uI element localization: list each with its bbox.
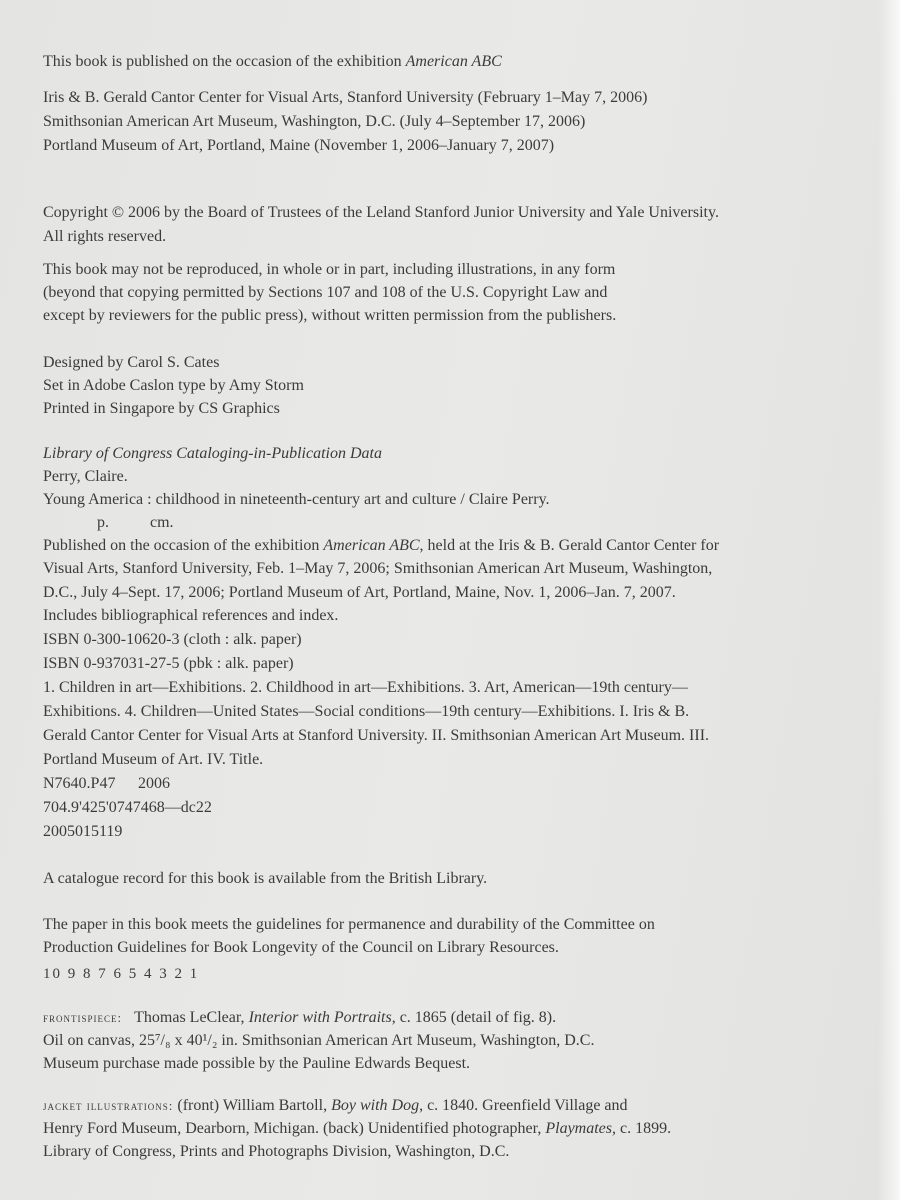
- published-exhibition: American ABC: [323, 537, 420, 554]
- jacket-front-work: Boy with Dog: [331, 1097, 420, 1114]
- isbn-cloth: ISBN 0-300-10620-3 (cloth : alk. paper): [43, 631, 302, 648]
- call-year: 2006: [138, 775, 170, 792]
- paper-note: The paper in this book meets the guidelines for permanence and durability of the Committee on: [43, 916, 655, 933]
- exhibition-title: American ABC: [405, 53, 502, 70]
- frontispiece-line: [43, 1008, 556, 1028]
- cip-title: Young America : childhood in nineteenth-century art and culture / Claire Perry.: [43, 491, 550, 508]
- frontispiece-line: Museum purchase made possible by the Pauline Edwards Bequest.: [43, 1055, 471, 1072]
- british-library-note: A catalogue record for this book is available from the British Library.: [43, 870, 488, 887]
- jacket-front-pre: (front) William Bartoll,: [173, 1097, 332, 1114]
- jacket-label: jacket illustrations:: [43, 1098, 174, 1113]
- reproduction-line: (beyond that copying permitted by Sections 107 and 108 of the U.S. Copyright Law and: [43, 284, 608, 301]
- page-edge: [878, 0, 900, 1200]
- credit-line: Printed in Singapore by CS Graphics: [43, 400, 280, 417]
- isbn-pbk: ISBN 0-937031-27-5 (pbk : alk. paper): [43, 655, 294, 672]
- copyright-line: Copyright © 2006 by the Board of Trustees of the Leland Stanford Junior University and Yale University.: [43, 204, 719, 221]
- frontispiece-artist: Thomas LeClear,: [134, 1009, 249, 1026]
- reproduction-line: except by reviewers for the public press), without written permission from the publishers.: [43, 307, 617, 324]
- dewey-number: 704.9'425'0747468—dc22: [43, 799, 212, 816]
- cip-subject-line: Exhibitions. 4. Children—United States—Social conditions—19th century—Exhibitions. I. Iris & B.: [43, 703, 690, 720]
- venue-line: Smithsonian American Art Museum, Washington, D.C. (July 4–September 17, 2006): [43, 113, 586, 130]
- cip-published-line: Visual Arts, Stanford University, Feb. 1–May 7, 2006; Smithsonian American Art Museum, Washington,: [43, 560, 713, 577]
- cip-includes: Includes bibliographical references and index.: [43, 607, 339, 624]
- cip-pages: p.: [97, 514, 109, 531]
- occasion-line: [43, 52, 502, 72]
- cip-published-line: D.C., July 4–Sept. 17, 2006; Portland Museum of Art, Portland, Maine, Nov. 1, 2006–Jan. 7, 2007.: [43, 584, 676, 601]
- cip-heading-text: Library of Congress Cataloging-in-Publication Data: [43, 445, 382, 462]
- published-pre: Published on the occasion of the exhibition: [43, 537, 324, 554]
- credit-line: Set in Adobe Caslon type by Amy Storm: [43, 377, 304, 394]
- jacket-line: [43, 1096, 628, 1116]
- cip-subject-line: 1. Children in art—Exhibitions. 2. Childhood in art—Exhibitions. 3. Art, American—19th century—: [43, 679, 688, 696]
- jacket-front-post: , c. 1840. Greenfield Village and: [419, 1097, 628, 1114]
- jacket-back-work: Playmates,: [545, 1120, 616, 1137]
- jacket-line: Library of Congress, Prints and Photographs Division, Washington, D.C.: [43, 1143, 510, 1160]
- cip-heading: [43, 444, 382, 464]
- frontispiece-label: frontispiece:: [43, 1010, 123, 1025]
- reproduction-line: This book may not be reproduced, in whole or in part, including illustrations, in any form: [43, 261, 616, 278]
- paper-note: Production Guidelines for Book Longevity of the Council on Library Resources.: [43, 939, 559, 956]
- printing-line: 10 9 8 7 6 5 4 3 2 1: [43, 966, 200, 982]
- published-post: , held at the Iris & B. Gerald Cantor Center for: [419, 537, 720, 554]
- cip-author: Perry, Claire.: [43, 468, 128, 485]
- frontispiece-work: Interior with Portraits: [248, 1009, 392, 1026]
- frontispiece-rest: , c. 1865 (detail of fig. 8).: [391, 1009, 557, 1026]
- jacket-line: [43, 1119, 671, 1139]
- cip-subject-line: Gerald Cantor Center for Visual Arts at Stanford University. II. Smithsonian American Art Museum. III.: [43, 727, 710, 744]
- credit-line: Designed by Carol S. Cates: [43, 354, 220, 371]
- frontispiece-line: Oil on canvas, 25⁷/₈ x 40¹/₂ in. Smithsonian American Art Museum, Washington, D.C.: [43, 1032, 595, 1049]
- rights-line: All rights reserved.: [43, 228, 167, 245]
- cip-published: [43, 536, 719, 556]
- occasion-intro: This book is published on the occasion of the exhibition: [43, 53, 406, 70]
- venue-line: Portland Museum of Art, Portland, Maine (November 1, 2006–January 7, 2007): [43, 137, 555, 154]
- lccn: 2005015119: [43, 823, 123, 840]
- call-number: N7640.P47: [43, 775, 116, 792]
- venue-line: Iris & B. Gerald Cantor Center for Visual Arts, Stanford University (February 1–May 7, 2006): [43, 89, 648, 106]
- cip-cm: cm.: [150, 514, 174, 531]
- jacket-back-pre: Henry Ford Museum, Dearborn, Michigan. (back) Unidentified photographer,: [43, 1120, 546, 1137]
- jacket-back-post: c. 1899.: [616, 1120, 672, 1137]
- cip-subject-line: Portland Museum of Art. IV. Title.: [43, 751, 264, 768]
